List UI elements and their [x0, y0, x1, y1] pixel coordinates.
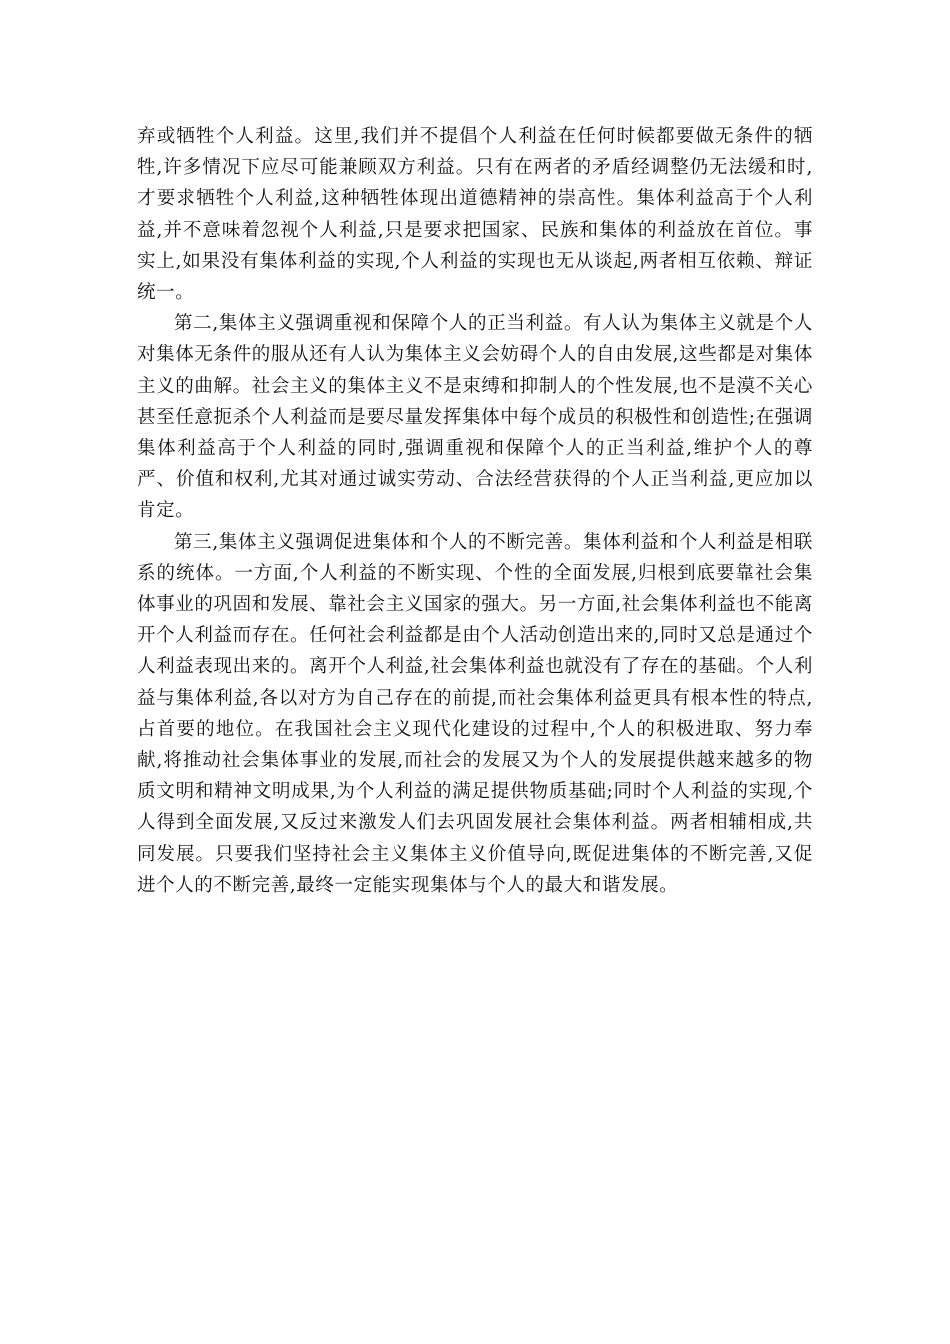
paragraph-point-two: 第二,集体主义强调重视和保障个人的正当利益。有人认为集体主义就是个人对集体无条件的服从还有人认为集体主义会妨碍个人的自由发展,这些都是对集体主义的曲解。社会主义的集体主义不是束缚和抑制人的个性发展,也不是漠不关心甚至任意扼杀个人利益而是要尽量发挥集体中每个成员的积极性和创造性;在强调集体利益高于个人利益的同时,强调重视和保障个人的正当利益,维护个人的尊严、价值和权利,尤其对通过诚实劳动、合法经营获得的个人正当利益,更应加以肯定。	[137, 313, 813, 522]
document-body	[137, 121, 813, 901]
paragraph-continuation: 弃或牺牲个人利益。这里,我们并不提倡个人利益在任何时候都要做无条件的牺牲,许多情况下应尽可能兼顾双方利益。只有在两者的矛盾经调整仍无法缓和时,才要求牺牲个人利益,这种牺牲体现出道德精神的崇高性。集体利益高于个人利益,并不意味着忽视个人利益,只是要求把国家、民族和集体的利益放在首位。事实上,如果没有集体利益的实现,个人利益的实现也无从谈起,两者相互依赖、辩证统一。	[137, 126, 813, 304]
paragraph-point-three: 第三,集体主义强调促进集体和个人的不断完善。集体利益和个人利益是相联系的统体。一方面,个人利益的不断实现、个性的全面发展,归根到底要靠社会集体事业的巩固和发展、靠社会主义国家的强大。另一方面,社会集体利益也不能离开个人利益而存在。任何社会利益都是由个人活动创造出来的,同时又总是通过个人利益表现出来的。离开个人利益,社会集体利益也就没有了存在的基础。个人利益与集体利益,各以对方为自己存在的前提,而社会集体利益更具有根本性的特点,占首要的地位。在我国社会主义现代化建设的过程中,个人的积极进取、努力奉献,将推动社会集体事业的发展,而社会的发展又为个人的发展提供越来越多的物质文明和精神文明成果,为个人利益的满足提供物质基础;同时个人利益的实现,个人得到全面发展,又反过来激发人们去巩固发展社会集体利益。两者相辅相成,共同发展。只要我们坚持社会主义集体主义价值导向,既促进集体的不断完善,又促进个人的不断完善,最终一定能实现集体与个人的最大和谐发展。	[137, 531, 813, 896]
